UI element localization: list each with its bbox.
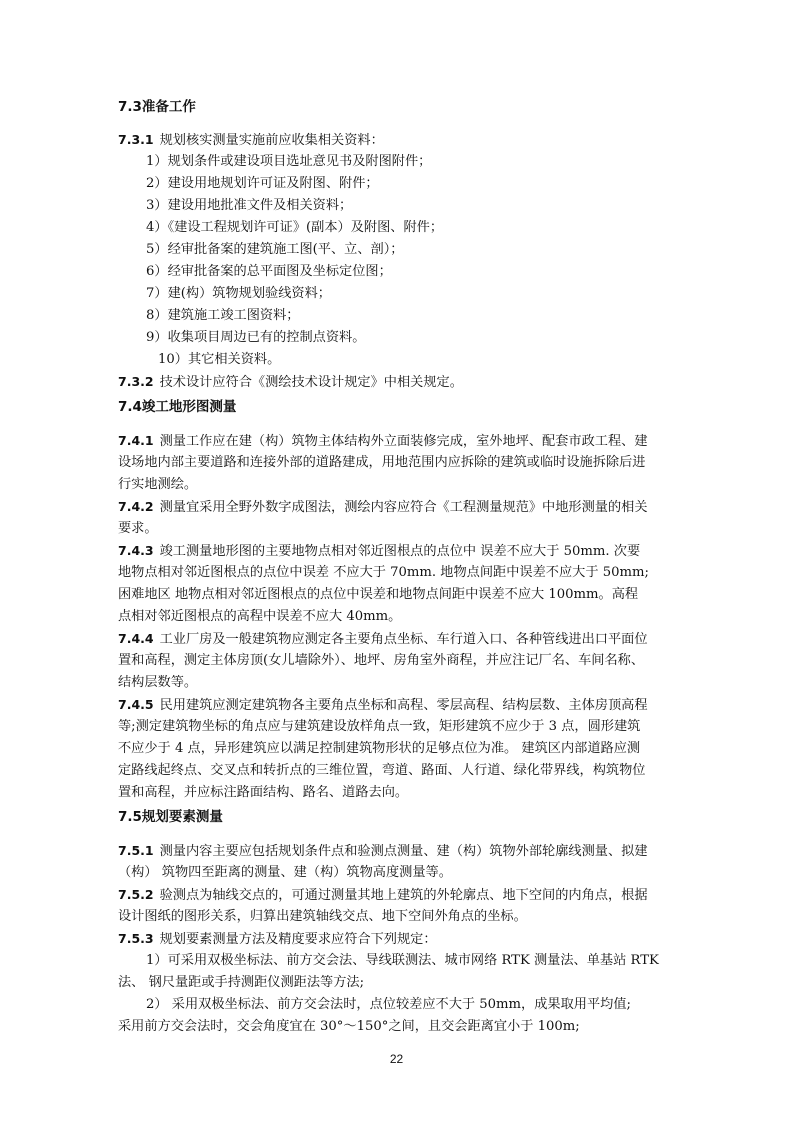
clause-text: 行实地测绘。 xyxy=(118,477,198,492)
list-item: 6）经审批备案的总平面图及坐标定位图； xyxy=(146,264,392,279)
clause-7-3-1 xyxy=(118,130,384,151)
clause-text: 设场地内部主要道路和连接外部的道路建成，用地范围内应拆除的建筑或临时设施拆除后进 xyxy=(118,455,646,470)
clause-text: 等;测定建筑物坐标的角点应与建筑建设放样角点一致，矩形建筑不应少于 3 点，圆形建筑 xyxy=(118,719,641,734)
list-item: 8）建筑施工竣工图资料； xyxy=(146,308,300,323)
clause-text: 置和高程，并应标注路面结构、路名、道路去向。 xyxy=(118,785,409,800)
heading-7-3: 7.3准备工作 xyxy=(118,99,196,115)
clause-text: （构） 筑物四至距离的测量、建（构）筑物高度测量等。 xyxy=(118,865,452,880)
list-item: 3）建设用地批准文件及相关资料； xyxy=(146,198,353,213)
clause-number: 7.4.4 xyxy=(118,631,154,646)
clause-number: 7.5.3 xyxy=(118,931,154,946)
list-item: 2）建设用地规划许可证及附图、附件； xyxy=(146,176,379,191)
clause-7-5-3 xyxy=(118,929,437,950)
clause-number: 7.5.2 xyxy=(118,887,154,902)
clause-text: 要求。 xyxy=(118,521,158,536)
page-number: 22 xyxy=(389,1052,404,1066)
clause-text: 验测点为轴线交点的，可通过测量其地上建筑的外轮廓点、地下空间的内角点，根据 xyxy=(159,888,648,903)
clause-7-4-5 xyxy=(118,695,648,716)
clause-text: 技术设计应符合《测绘技术设计规定》中相关规定。 xyxy=(159,375,463,390)
clause-text: 困难地区 地物点相对邻近图根点的点位中误差和地物点间距中误差不应大 100mm。高程 xyxy=(118,587,639,602)
clause-7-4-3 xyxy=(118,541,640,562)
clause-number: 7.3.1 xyxy=(118,132,154,147)
clause-7-3-2 xyxy=(118,372,463,393)
clause-text: 点相对邻近图根点的高程中误差不应大 40mm。 xyxy=(118,609,402,624)
clause-number: 7.3.2 xyxy=(118,374,154,389)
clause-text: 测量工作应在建（构）筑物主体结构外立面装修完成，室外地坪、配套市政工程、建 xyxy=(159,434,648,449)
clause-text: 设计图纸的图形关系，归算出建筑轴线交点、地下空间外角点的坐标。 xyxy=(118,909,527,924)
clause-text: 置和高程，测定主体房顶(女儿墙除外）、地坪、房角室外商程，并应注记厂名、车间名称、 xyxy=(118,653,645,668)
clause-text: 规划核实测量实施前应收集相关资料： xyxy=(159,133,384,148)
clause-7-4-1 xyxy=(118,431,648,452)
clause-number: 7.4.2 xyxy=(118,499,154,514)
clause-text: 采用前方交会法时，交会角度宜在 30°～150°之间，且交会距离宜小于 100m; xyxy=(118,1019,580,1034)
clause-text: 不应少于 4 点，异形建筑应以满足控制建筑物形状的足够点位为准。 建筑区内部道路应测 xyxy=(118,741,641,756)
clause-7-4-4 xyxy=(118,629,648,650)
clause-text: 竣工测量地形图的主要地物点相对邻近图根点的点位中 误差不应大于 50mm. 次要 xyxy=(159,544,641,559)
list-item: 2） 采用双极坐标法、前方交会法时，点位较差应不大于 50mm，成果取用平均值; xyxy=(146,997,632,1012)
clause-7-5-2 xyxy=(118,885,648,906)
list-item: 10）其它相关资料。 xyxy=(158,352,281,367)
clause-7-4-2 xyxy=(118,497,648,518)
clause-text: 结构层数等。 xyxy=(118,675,198,690)
list-item: 5）经审批备案的建筑施工图(平、立、剖）； xyxy=(146,242,404,257)
clause-text: 定路线起终点、交叉点和转折点的三维位置，弯道、路面、人行道、绿化带界线，构筑物位 xyxy=(118,763,646,778)
heading-7-4: 7.4竣工地形图测量 xyxy=(118,399,237,415)
clause-number: 7.5.1 xyxy=(118,843,154,858)
list-item: 4）《建设工程规划许可证》(副本）及附图、附件； xyxy=(146,220,444,235)
list-item: 1）规划条件或建设项目选址意见书及附图附件； xyxy=(146,154,432,169)
clause-number: 7.4.5 xyxy=(118,697,154,712)
list-item: 7）建(构）筑物规划验线资料； xyxy=(146,286,331,301)
clause-number: 7.4.1 xyxy=(118,433,154,448)
heading-7-5: 7.5规划要素测量 xyxy=(118,809,223,825)
clause-text: 测量宜采用全野外数字成图法，测绘内容应符合《工程测量规范》中地形测量的相关 xyxy=(159,500,648,515)
clause-text: 地物点相对邻近图根点的点位中误差 不应大于 70mm. 地物点间距中误差不应大于 50mm; xyxy=(118,565,649,580)
clause-text: 测量内容主要应包括规划条件点和验测点测量、建（构）筑物外部轮廓线测量、拟建 xyxy=(159,844,648,859)
clause-7-5-1 xyxy=(118,841,648,862)
list-item: 9）收集项目周边已有的控制点资料。 xyxy=(146,330,366,345)
clause-number: 7.4.3 xyxy=(118,543,154,558)
list-item: 1）可采用双极坐标法、前方交会法、导线联测法、城市网络 RTK 测量法、单基站 RTK xyxy=(146,953,659,968)
clause-text: 法、 钢尺量距或手持测距仪测距法等方法; xyxy=(118,975,365,990)
clause-text: 规划要素测量方法及精度要求应符合下列规定： xyxy=(159,932,437,947)
clause-text: 工业厂房及一般建筑物应测定各主要角点坐标、车行道入口、各种管线进出口平面位 xyxy=(159,632,648,647)
clause-text: 民用建筑应测定建筑物各主要角点坐标和高程、零层高程、结构层数、主体房顶高程 xyxy=(159,698,648,713)
